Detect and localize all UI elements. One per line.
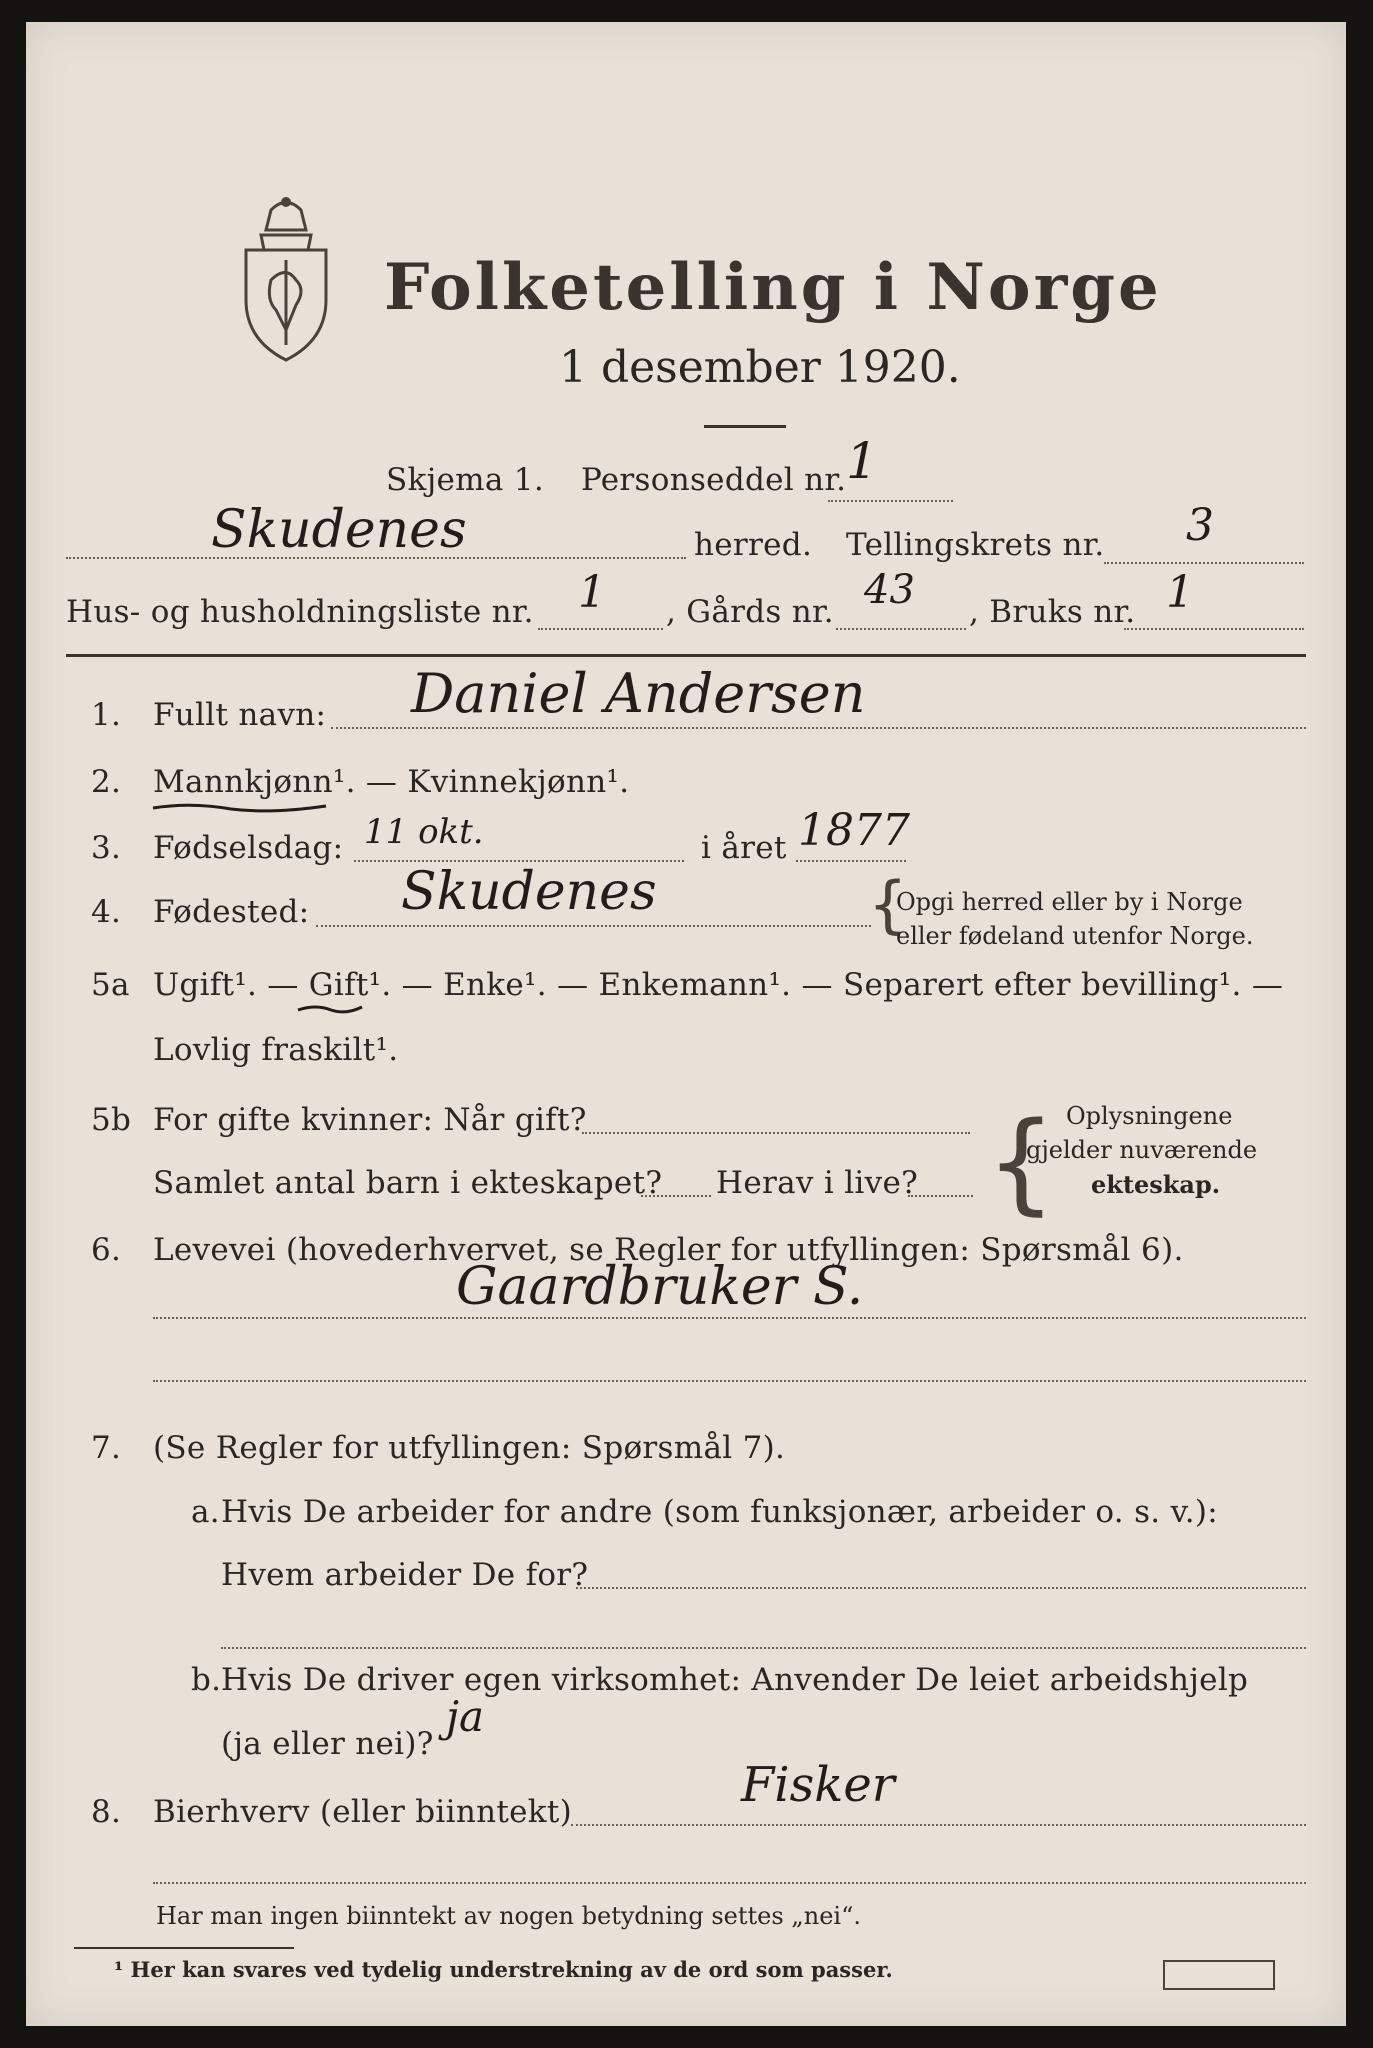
q5b-living-line xyxy=(908,1195,973,1197)
birthplace-value[interactable]: Skudenes xyxy=(401,862,657,922)
q8-line2 xyxy=(153,1882,1306,1884)
footnote-divider xyxy=(74,1947,294,1949)
q3-label: Fødselsdag: xyxy=(153,830,344,866)
husliste-label: Hus- og husholdningsliste nr. xyxy=(66,594,534,630)
q6-number: 6. xyxy=(91,1232,122,1268)
q4-note-brace: { xyxy=(868,868,908,941)
q7a-letter: a. xyxy=(191,1494,220,1530)
bruks-label: , Bruks nr. xyxy=(969,594,1136,630)
q4-number: 4. xyxy=(91,894,122,930)
q3-year-label: i året xyxy=(701,830,787,866)
q4-label: Fødested: xyxy=(153,894,310,930)
tellingskrets-value[interactable]: 3 xyxy=(1186,500,1214,551)
personseddel-value[interactable]: 1 xyxy=(846,432,878,490)
q4-note-line2: eller fødeland utenfor Norge. xyxy=(896,922,1254,950)
form-title: Folketelling i Norge xyxy=(384,250,1162,325)
q3-number: 3. xyxy=(91,830,122,866)
q2-number: 2. xyxy=(91,764,122,800)
gift-underline xyxy=(296,1002,366,1016)
husliste-value[interactable]: 1 xyxy=(578,567,606,618)
q5b-number: 5b xyxy=(91,1102,132,1138)
q5b-married-women-question: For gifte kvinner: Når gift? xyxy=(153,1102,587,1138)
q7a-employer-label: Hvem arbeider De for? xyxy=(221,1557,589,1593)
tellingskrets-line xyxy=(1104,562,1304,564)
gards-line xyxy=(836,628,966,630)
header-divider xyxy=(66,654,1306,657)
q5b-living-label: Herav i live? xyxy=(716,1165,919,1201)
personseddel-line xyxy=(828,500,953,502)
occupation-value[interactable]: Gaardbruker S. xyxy=(456,1257,864,1317)
q1-number: 1. xyxy=(91,697,122,733)
form-date: 1 desember 1920. xyxy=(559,342,961,393)
q5b-when-married-line xyxy=(582,1132,970,1134)
hired-help-value[interactable]: ja xyxy=(446,1692,485,1741)
title-divider xyxy=(704,425,786,428)
herred-value[interactable]: Skudenes xyxy=(211,500,467,560)
q7-label: (Se Regler for utfyllingen: Spørsmål 7). xyxy=(153,1430,786,1466)
q7b-letter: b. xyxy=(191,1662,222,1698)
q7a-employer-line2 xyxy=(221,1647,1306,1649)
gards-value[interactable]: 43 xyxy=(864,567,915,613)
q2-gender-options: Mannkjønn¹. — Kvinnekjønn¹. xyxy=(153,764,630,800)
q5a-marital-options: Ugift¹. — Gift¹. — Enke¹. — Enkemann¹. — Separert efter bevilling¹. — xyxy=(153,967,1284,1003)
q6-line2 xyxy=(153,1380,1306,1382)
q5b-children-line xyxy=(641,1195,711,1197)
q5b-note-line2: gjelder nuværende xyxy=(1026,1136,1258,1164)
side-income-value[interactable]: Fisker xyxy=(741,1757,895,1813)
skjema-label: Skjema 1. xyxy=(386,462,544,498)
bruks-line xyxy=(1124,628,1304,630)
q5b-note-brace: { xyxy=(986,1098,1056,1226)
q4-line xyxy=(316,925,871,927)
bruks-value[interactable]: 1 xyxy=(1166,567,1194,618)
q3-year-line xyxy=(796,860,906,862)
q5b-note-line3: ekteskap. xyxy=(1091,1170,1221,1199)
q8-label: Bierhverv (eller biinntekt) xyxy=(153,1794,573,1830)
q5a-marital-options-cont: Lovlig fraskilt¹. xyxy=(153,1032,399,1068)
gards-label: , Gårds nr. xyxy=(666,594,834,630)
q5b-note-line1: Oplysningene xyxy=(1066,1102,1233,1130)
footer-note: Har man ingen biinntekt av nogen betydning settes „nei“. xyxy=(156,1902,861,1930)
printer-stamp xyxy=(1163,1960,1275,1990)
birthday-value[interactable]: 11 okt. xyxy=(364,812,484,852)
full-name-value[interactable]: Daniel Andersen xyxy=(411,662,866,725)
q8-number: 8. xyxy=(91,1794,122,1830)
herred-label: herred. xyxy=(694,527,813,563)
q6-line1 xyxy=(153,1317,1306,1319)
personseddel-label: Personseddel nr. xyxy=(581,462,847,498)
footnote: ¹ Her kan svares ved tydelig understrekning av de ord som passer. xyxy=(114,1957,893,1982)
q5b-children-label: Samlet antal barn i ekteskapet? xyxy=(153,1165,663,1201)
q5a-number: 5a xyxy=(91,967,130,1003)
q7a-employer-line xyxy=(576,1587,1306,1589)
q1-line xyxy=(331,727,1306,729)
birth-year-value[interactable]: 1877 xyxy=(798,805,910,856)
q6-label: Levevei (hovederhvervet, se Regler for utfyllingen: Spørsmål 6). xyxy=(153,1232,1184,1268)
q8-line xyxy=(571,1824,1306,1826)
husliste-line xyxy=(538,628,663,630)
q7a-question: Hvis De arbeider for andre (som funksjonær, arbeider o. s. v.): xyxy=(221,1494,1219,1530)
q4-note-line1: Opgi herred eller by i Norge xyxy=(896,888,1243,916)
q7b-question: Hvis De driver egen virksomhet: Anvender De leiet arbeidshjelp xyxy=(221,1662,1249,1698)
q7-number: 7. xyxy=(91,1430,122,1466)
q1-label: Fullt navn: xyxy=(153,697,327,733)
census-form-page xyxy=(26,22,1346,2026)
mannkjonn-underline xyxy=(151,800,331,814)
tellingskrets-label: Tellingskrets nr. xyxy=(846,527,1105,563)
norway-coat-of-arms-icon xyxy=(226,190,346,365)
q7b-yes-no-label: (ja eller nei)? xyxy=(221,1726,434,1762)
